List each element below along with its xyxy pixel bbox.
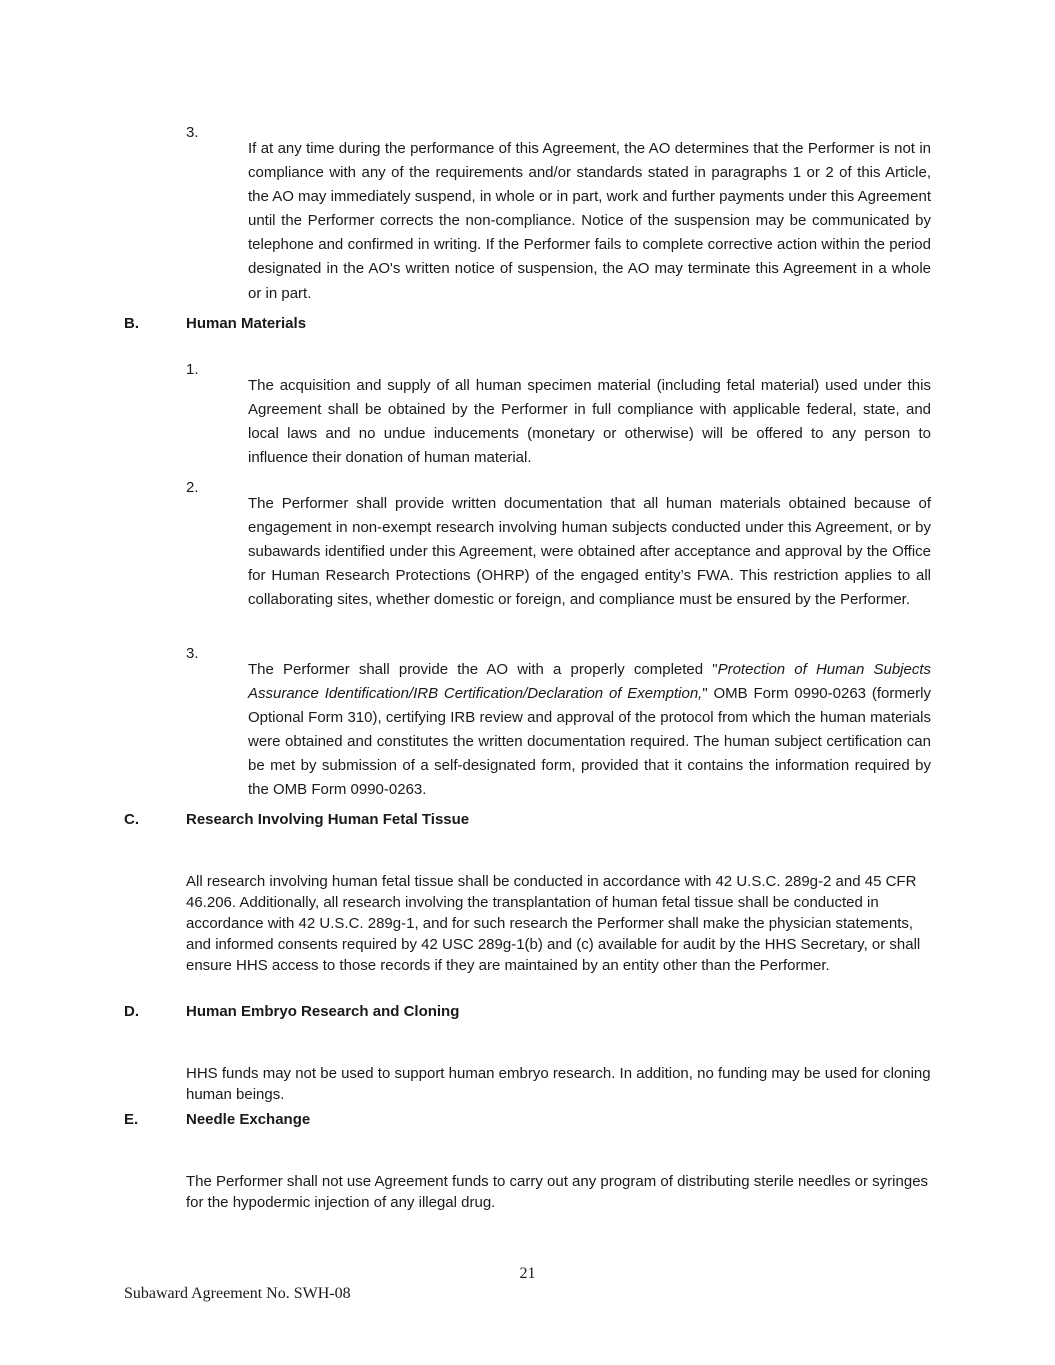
text-run: The Performer shall provide the AO with a properly completed ": [248, 661, 718, 678]
text-run: " OMB Form 0990-0263 (formerly Optional Form 310), certifying IRB review and approval of the protocol from which the human materials were obtained and constitutes the written documentation required. The human subject certification can be met by submission of a self-designated form, provided that it contains the information required by the OMB Form 0990-0263.: [248, 685, 931, 799]
form-title: Protection of Human Subjects Assurance Identification/IRB Certification/Declaration of Exemption,: [248, 661, 932, 703]
item-number: 2.: [186, 479, 199, 496]
item-text: The Performer shall provide written documentation that all human materials obtained because of engagement in non-exempt research involving human subjects conducted under this Agreement, or by subawards identified under this Agreement, were obtained after acceptance and approval by the Office for Human Research Protections (OHRP) of the engaged entity’s FWA. This restriction applies to all collaborating sites, whether domestic or foreign, and compliance must be ensured by the Performer.: [248, 495, 931, 609]
section-heading: Research Involving Human Fetal Tissue: [186, 811, 470, 828]
section-paragraph: The Performer shall not use Agreement funds to carry out any program of distributing sterile needles or syringes for the hypodermic injection of any illegal drug.: [186, 1173, 929, 1211]
item-number: 3.: [186, 645, 199, 662]
section-heading: Human Materials: [186, 315, 307, 332]
page-number: 21: [519, 1265, 536, 1282]
item-text: If at any time during the performance of this Agreement, the AO determines that the Performer is not in compliance with any of the requirements and/or standards stated in paragraphs 1 or 2 of this Article, the AO may immediately suspend, in whole or in part, work and further payments under this Agreement until the Performer corrects the non-compliance. Notice of the suspension may be communicated by telephone and confirmed in writing. If the Performer fails to complete corrective action within the period designated in the AO's written notice of suspension, the AO may terminate this Agreement in a whole or in part.: [248, 140, 931, 302]
section-heading: Human Embryo Research and Cloning: [186, 1003, 460, 1020]
section-letter: B.: [124, 315, 139, 332]
section-letter: E.: [124, 1111, 139, 1128]
item-number: 1.: [186, 361, 199, 378]
section-letter: C.: [124, 811, 139, 828]
section-paragraph: HHS funds may not be used to support human embryo research. In addition, no funding may be used for cloning human beings.: [186, 1065, 931, 1103]
section-heading: Needle Exchange: [186, 1111, 311, 1128]
section-letter: D.: [124, 1003, 139, 1020]
item-number: 3.: [186, 124, 199, 141]
item-text: [248, 658, 931, 803]
document-footer: Subaward Agreement No. SWH-08: [124, 1285, 351, 1302]
item-text: The acquisition and supply of all human specimen material (including fetal material) used under this Agreement shall be obtained by the Performer in full compliance with applicable federal, state, and local laws and no undue inducements (monetary or otherwise) will be offered to any person to influence their donation of human material.: [248, 377, 931, 467]
section-paragraph: All research involving human fetal tissue shall be conducted in accordance with 42 U.S.C. 289g-2 and 45 CFR 46.206. Additionally, all research involving the transplantation of human fetal tissue shall be conducted in accordance with 42 U.S.C. 289g-1, and for such research the Performer shall make the physician statements, and informed consents required by 42 USC 289g-1(b) and (c) available for audit by the HHS Secretary, or shall ensure HHS access to those records if they are maintained by an entity other than the Performer.: [186, 873, 921, 974]
